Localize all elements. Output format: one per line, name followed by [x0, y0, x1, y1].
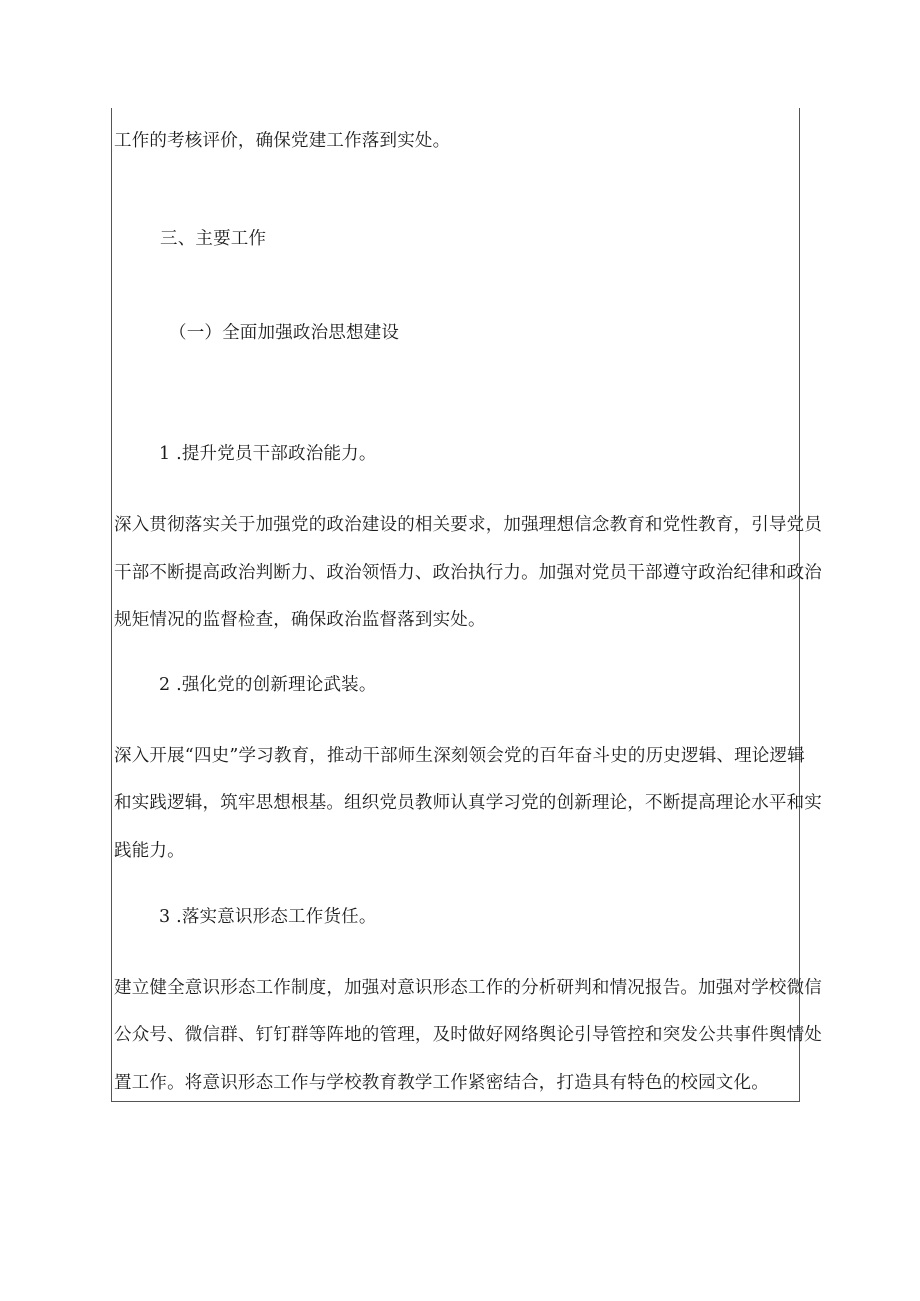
- item-2-line-3: 践能力。: [114, 841, 185, 861]
- item-2-line-2: 和实践逻辑，筑牢思想根基。组织党员教师认真学习党的创新理论，不断提高理论水平和实: [114, 793, 822, 813]
- subsection-heading: （一）全面加强政治思想建设: [169, 323, 400, 343]
- item-2-title: 2 .强化党的创新理论武装。: [159, 675, 377, 695]
- section-heading: 三、主要工作: [160, 229, 267, 249]
- item-3-line-2: 公众号、微信群、钉钉群等阵地的管理，及时做好网络舆论引导管控和突发公共事件舆情处: [114, 1025, 822, 1045]
- item-1-line-3: 规矩情况的监督检查，确保政治监督落到实处。: [114, 610, 486, 630]
- item-3-line-3: 置工作。将意识形态工作与学校教育教学工作紧密结合，打造具有特色的校园文化。: [114, 1073, 769, 1093]
- item-1-line-1: 深入贯彻落实关于加强党的政治建设的相关要求，加强理想信念教育和党性教育，引导党员: [114, 515, 822, 535]
- item-2-line-1: 深入开展“四史”学习教育，推动干部师生深刻领会党的百年奋斗史的历史逻辑、理论逻辑: [114, 746, 805, 766]
- table-cell-border: [111, 108, 800, 1102]
- item-1-title: 1 .提升党员干部政治能力。: [159, 444, 377, 464]
- item-3-title: 3 .落实意识形态工作货任。: [159, 907, 377, 927]
- item-3-line-1: 建立健全意识形态工作制度，加强对意识形态工作的分析研判和情况报告。加强对学校微信: [114, 978, 822, 998]
- intro-tail-text: 工作的考核评价，确保党建工作落到实处。: [114, 131, 451, 151]
- item-1-line-2: 干部不断提高政治判断力、政治领悟力、政治执行力。加强对党员干部遵守政治纪律和政治: [114, 563, 822, 583]
